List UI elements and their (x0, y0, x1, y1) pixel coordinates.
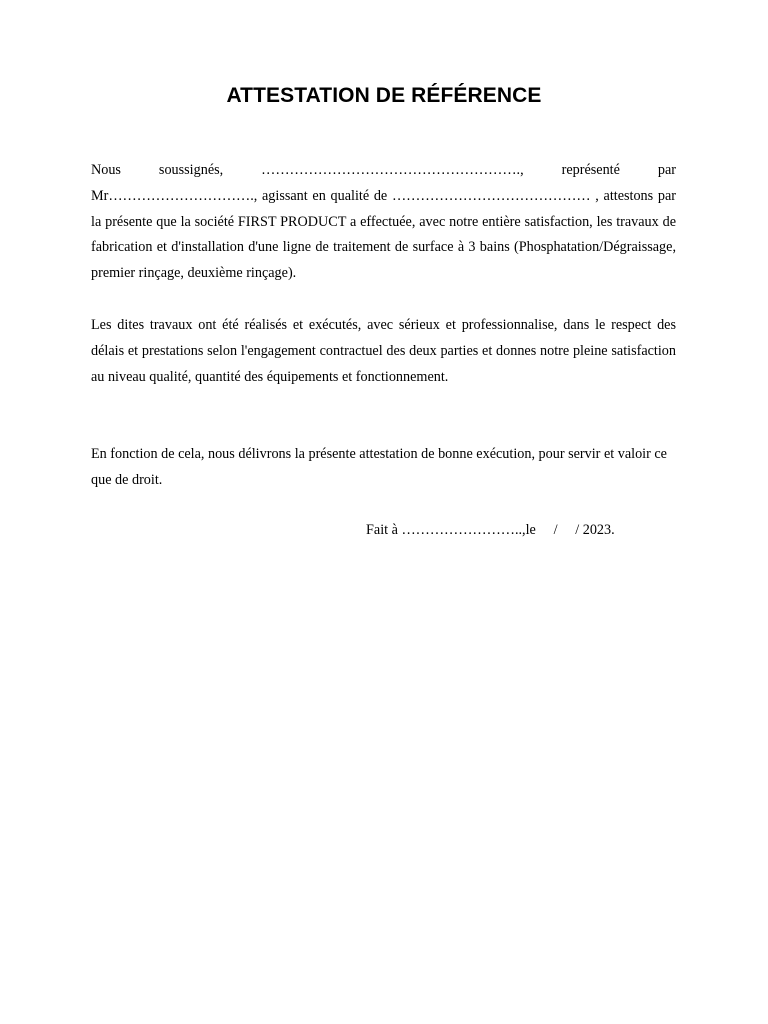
paragraph-conclusion: En fonction de cela, nous délivrons la présente attestation de bonne exécution, pour servir et valoir ce que de droit. (91, 446, 667, 488)
document-title: ATTESTATION DE RÉFÉRENCE (226, 84, 542, 107)
paragraph-work-quality: Les dites travaux ont été réalisés et exécutés, avec sérieux et professionnalise, dans le respect des délais et prestations selon l'engagement contractuel des deux parties et donnes notre pleine satisfaction au niveau qualité, quantité des équipements et fonctionnement. (91, 317, 676, 385)
paragraph-declaration: Nous soussignés, ………………………………………………., représenté par Mr…………………………., agissant en qualité de …………………………………… , attestons par la présente que la société FIRST PRODUCT a effectuée, avec notre entière satisfaction, les travaux de fabrication et d'installation d'une ligne de traitement de surface à 3 bains (Phosphatation/Dégraissage, premier rinçage, deuxième rinçage). (91, 162, 676, 282)
signature-place-date: Fait à ……………………..,le / / 2023. (366, 522, 615, 538)
